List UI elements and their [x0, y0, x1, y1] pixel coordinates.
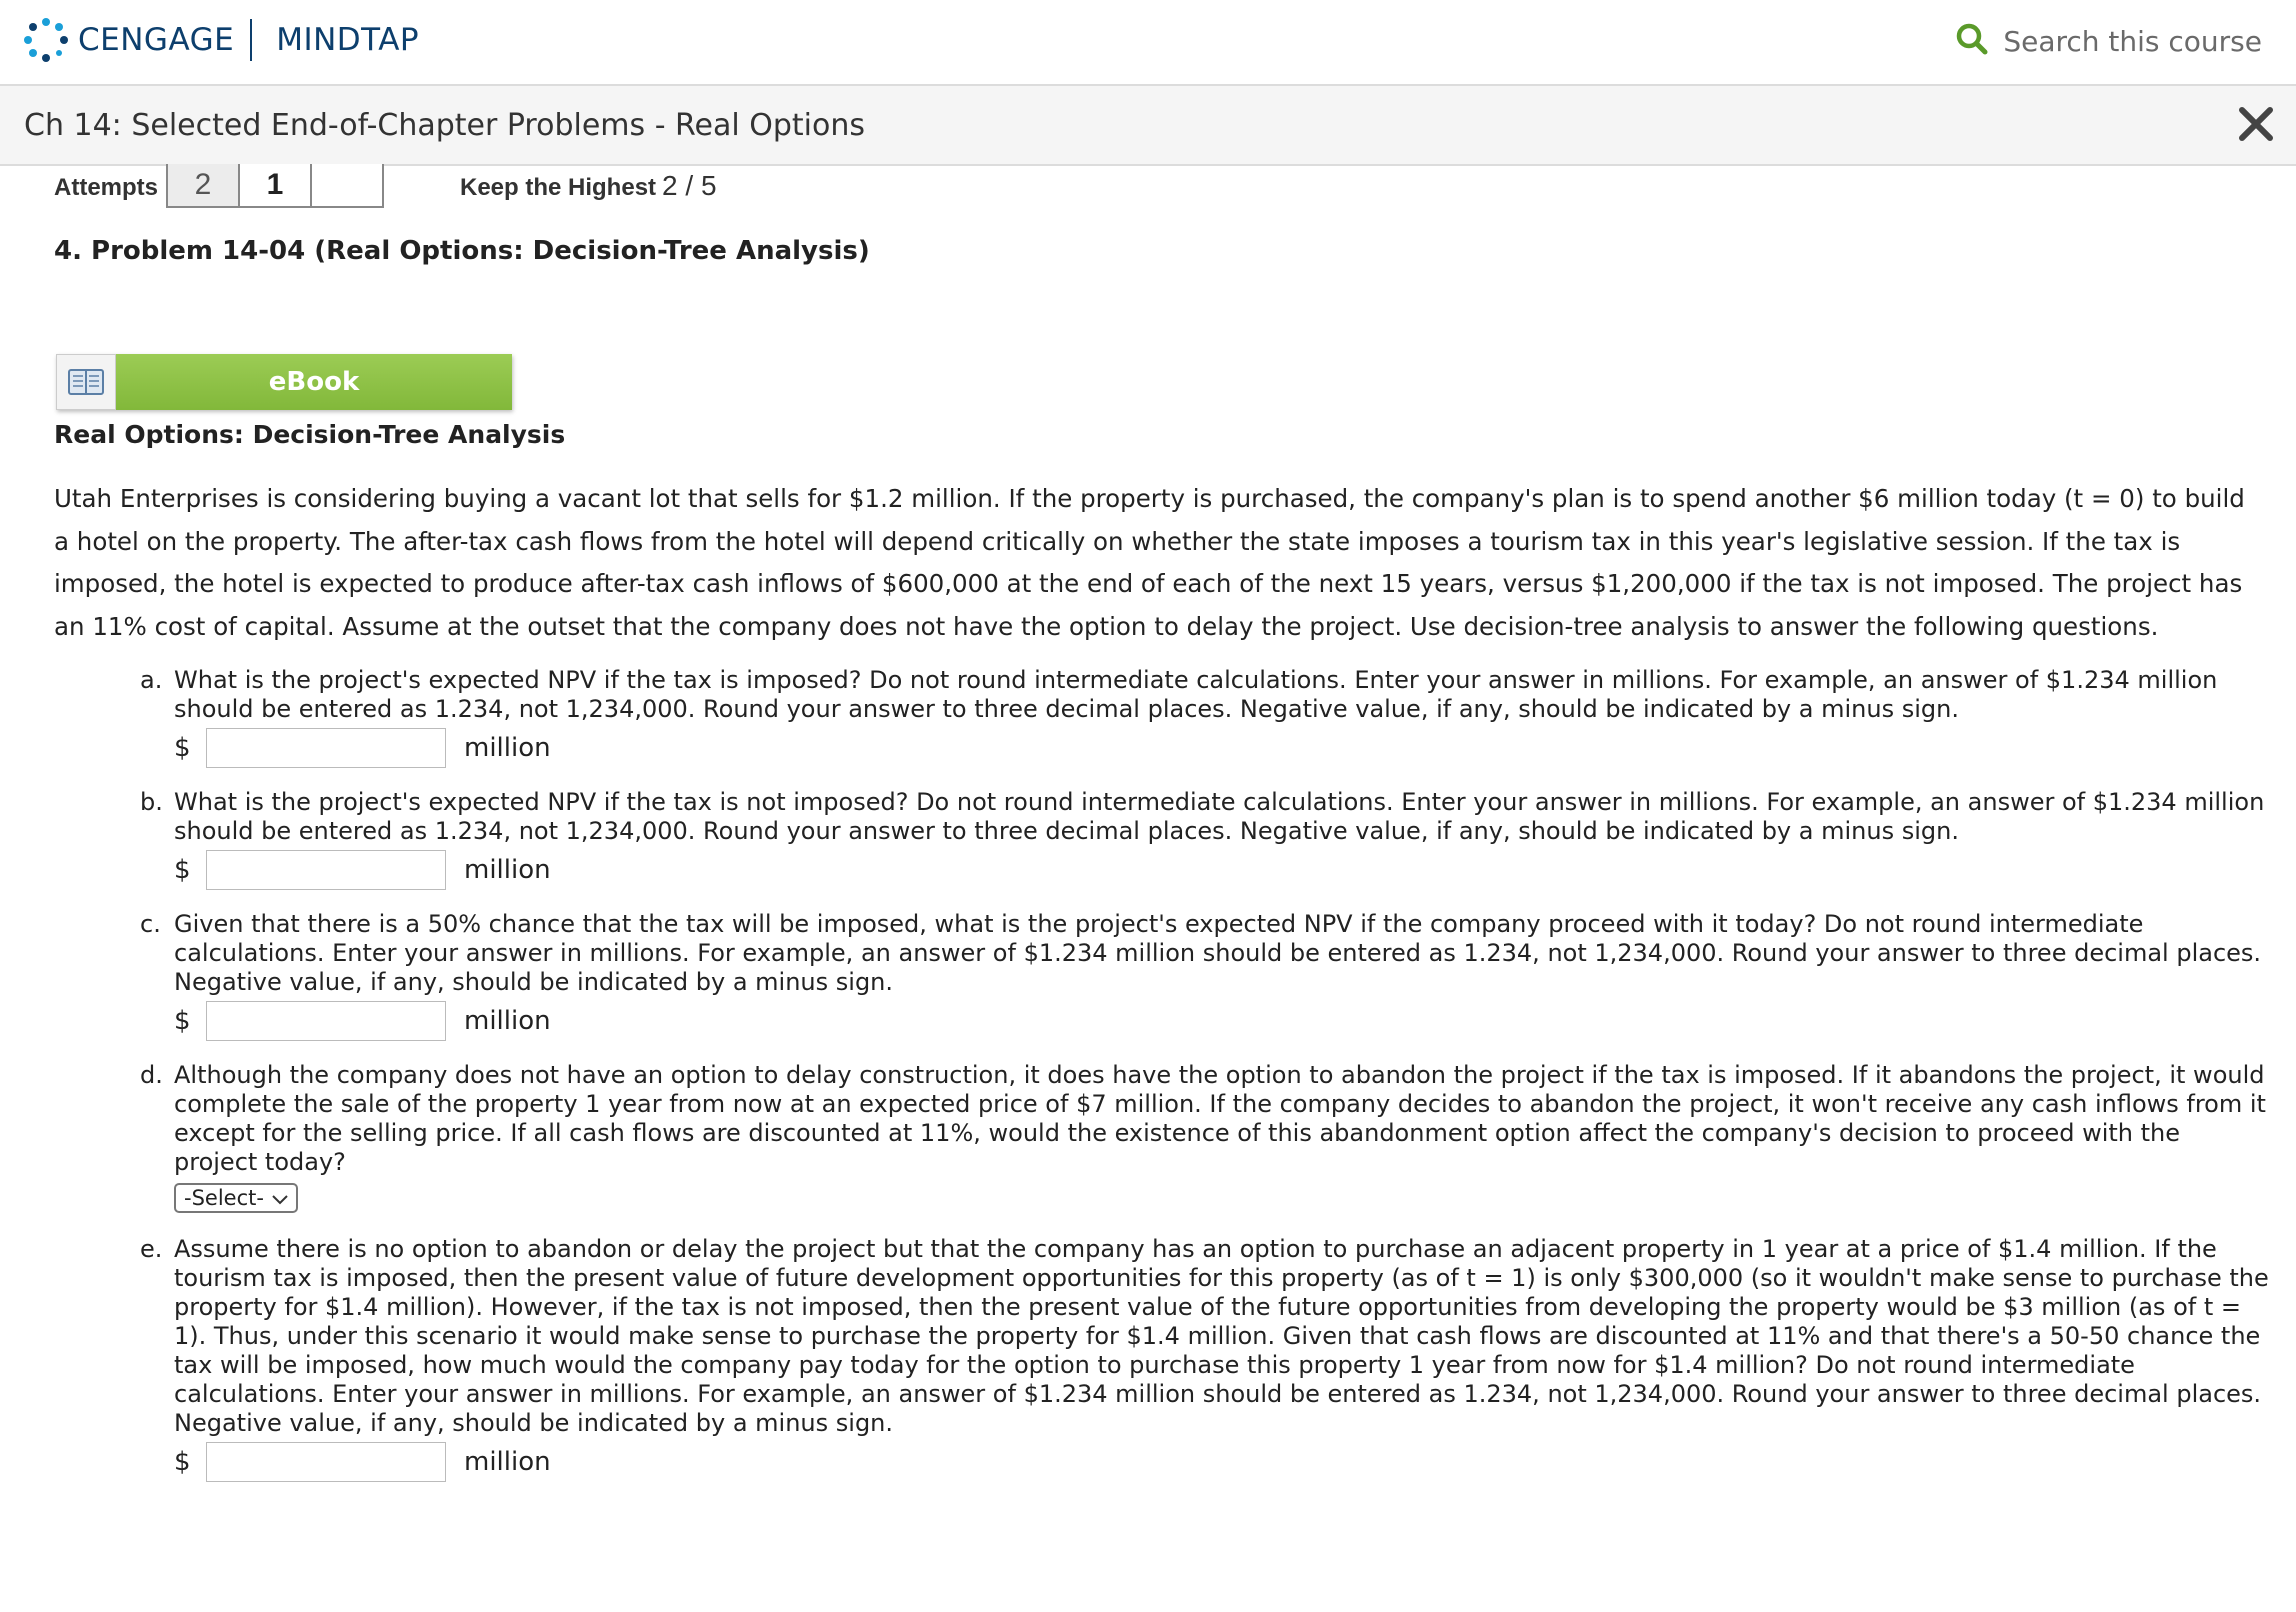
cengage-logo-icon: [22, 16, 70, 64]
question-letter: e.: [140, 1235, 163, 1263]
attempt-box-2[interactable]: 1: [238, 164, 312, 208]
ebook-button[interactable]: [56, 354, 512, 410]
question-text: Given that there is a 50% chance that the tax will be imposed, what is the project's expected NPV if the company proceed with it today? Do not round intermediate calculations. Enter your answer in millions. For example, an answer of $1.234 million should be entered as 1.234, not 1,234,000. Round your answer to three decimal places. Negative value, if any, should be indicated by a minus sign.: [174, 910, 2262, 996]
unit-label: million: [464, 1005, 551, 1036]
brand-mindtap: MINDTAP: [276, 22, 420, 58]
question-c: [140, 910, 2270, 1041]
question-letter: c.: [140, 910, 161, 938]
attempts-row: [54, 164, 382, 210]
answer-e-input[interactable]: [206, 1442, 446, 1482]
question-text: What is the project's expected NPV if the tax is imposed? Do not round intermediate calculations. Enter your answer in millions. For example, an answer of $1.234 million should be entered as 1.234, not 1,234,000. Round your answer to three decimal places. Negative value, if any, should be indicated by a minus sign.: [174, 666, 2218, 723]
attempt-box-3: [310, 164, 384, 208]
problem-intro: Utah Enterprises is considering buying a vacant lot that sells for $1.2 million. If the property is purchased, the company's plan is to spend another $6 million today (t = 0) to build a hotel on the property. The after-tax cash flows from the hotel will depend critically on whether the state imposes a tourism tax in this year's legislative session. If the tax is imposed, the hotel is expected to produce after-tax cash inflows of $600,000 at the end of each of the next 15 years, versus $1,200,000 if the tax is not imposed. The project has an 11% cost of capital. Assume at the outset that the company does not have the option to delay the project. Use decision-tree analysis to answer the following questions.: [54, 484, 2245, 641]
brand-divider: [250, 19, 252, 61]
unit-label: million: [464, 854, 551, 885]
keep-highest: [460, 170, 717, 202]
question-letter: d.: [140, 1061, 163, 1089]
answer-c-input[interactable]: [206, 1001, 446, 1041]
answer-row: [174, 850, 2270, 890]
select-value: -Select-: [184, 1185, 264, 1210]
currency-symbol: $: [174, 854, 191, 885]
currency-symbol: $: [174, 1446, 191, 1477]
course-search[interactable]: [1955, 22, 2262, 61]
search-placeholder[interactable]: Search this course: [2003, 25, 2262, 58]
attempts-label: Attempts: [54, 174, 159, 201]
chevron-down-icon: [272, 1184, 288, 1213]
problem-heading: 4. Problem 14-04 (Real Options: Decision-Tree Analysis): [54, 236, 870, 266]
answer-a-input[interactable]: [206, 728, 446, 768]
question-d: [140, 1061, 2270, 1213]
cengage-mindtap-logo[interactable]: [22, 16, 419, 64]
score-value: 2 / 5: [662, 170, 717, 201]
currency-symbol: $: [174, 732, 191, 763]
answer-row: [174, 1001, 2270, 1041]
question-text: Although the company does not have an option to delay construction, it does have the option to abandon the project if the tax is imposed. If it abandons the project, it would complete the sale of the property 1 year from now at an expected price of $7 million. If the company decides to abandon the project, it won't receive any cash inflows from it except for the selling price. If all cash flows are discounted at 11%, would the existence of this abandonment option affect the company's decision to proceed with the project today?: [174, 1061, 2266, 1176]
answer-d-select[interactable]: [174, 1183, 298, 1213]
question-list: [140, 666, 2270, 1482]
section-title: Real Options: Decision-Tree Analysis: [54, 420, 566, 449]
book-icon: [56, 354, 116, 410]
close-icon[interactable]: [2236, 104, 2276, 144]
question-a: [140, 666, 2270, 768]
question-e: [140, 1235, 2270, 1482]
brand-cengage: CENGAGE: [78, 22, 235, 58]
question-text: What is the project's expected NPV if the tax is not imposed? Do not round intermediate calculations. Enter your answer in millions. For example, an answer of $1.234 million should be entered as 1.234, not 1,234,000. Round your answer to three decimal places. Negative value, if any, should be indicated by a minus sign.: [174, 788, 2265, 845]
ebook-label[interactable]: eBook: [116, 354, 512, 410]
answer-row: [174, 728, 2270, 768]
question-letter: b.: [140, 788, 163, 816]
attempt-box-1[interactable]: 2: [166, 164, 240, 208]
answer-b-input[interactable]: [206, 850, 446, 890]
keep-highest-label: Keep the Highest: [460, 174, 657, 201]
answer-row: [174, 1442, 2270, 1482]
question-b: [140, 788, 2270, 890]
unit-label: million: [464, 1446, 551, 1477]
activity-title: Ch 14: Selected End-of-Chapter Problems - Real Options: [24, 108, 866, 143]
currency-symbol: $: [174, 1005, 191, 1036]
top-header: [0, 0, 2296, 86]
unit-label: million: [464, 732, 551, 763]
question-letter: a.: [140, 666, 163, 694]
activity-title-bar: [0, 86, 2296, 166]
search-icon[interactable]: [1955, 22, 1989, 61]
question-text: Assume there is no option to abandon or delay the project but that the company has an option to purchase an adjacent property in 1 year at a price of $1.4 million. If the tourism tax is imposed, then the present value of future development opportunities for this property (as of t = 1) is only $300,000 (so it wouldn't make sense to purchase the property for $1.4 million). However, if the tax is not imposed, then the present value of the future opportunities from developing the property would be $3 million (as of t = 1). Thus, under this scenario it would make sense to purchase the property for $1.4 million. Given that cash flows are discounted at 11% and that there's a 50-50 chance the tax will be imposed, how much would the company pay today for the option to purchase this property 1 year from now for $1.4 million? Do not round intermediate calculations. Enter your answer in millions. For example, an answer of $1.234 million should be entered as 1.234, not 1,234,000. Round your answer to three decimal places. Negative value, if any, should be indicated by a minus sign.: [174, 1235, 2269, 1437]
